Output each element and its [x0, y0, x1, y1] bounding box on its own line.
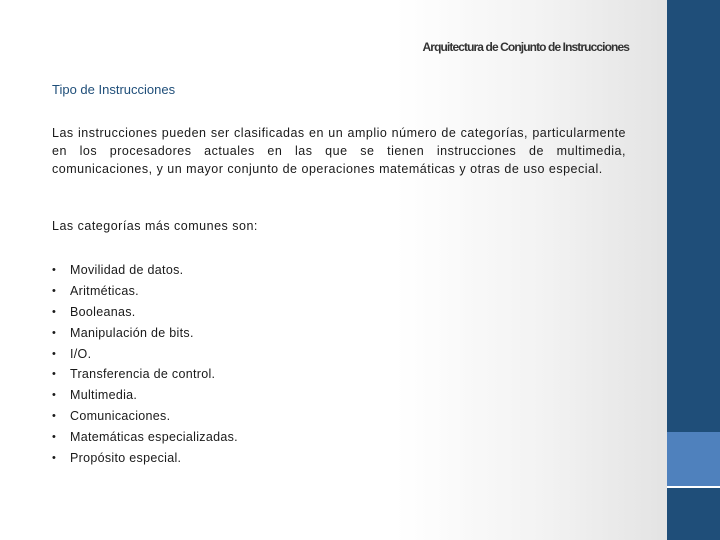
bullet-icon: •: [52, 326, 57, 339]
list-item: [52, 406, 238, 427]
category-label: Manipulación de bits.: [70, 325, 194, 340]
bullet-icon: •: [52, 347, 57, 360]
categories-intro: Las categorías más comunes son:: [52, 219, 258, 233]
category-label: Booleanas.: [70, 304, 136, 319]
bullet-icon: •: [52, 389, 57, 402]
bullet-icon: •: [52, 409, 57, 422]
bullet-icon: •: [52, 285, 57, 298]
bullet-icon: •: [52, 368, 57, 381]
list-item: [52, 281, 238, 302]
category-list: [52, 260, 238, 468]
category-label: I/O.: [70, 346, 92, 361]
section-subtitle: Tipo de Instrucciones: [52, 82, 176, 97]
category-label: Multimedia.: [70, 388, 138, 403]
category-label: Transferencia de control.: [70, 367, 216, 382]
sidebar-accent-block: [667, 432, 720, 486]
list-item: [52, 302, 238, 323]
sidebar-band: [667, 0, 720, 540]
category-label: Aritméticas.: [70, 284, 139, 299]
list-item: [52, 447, 238, 468]
list-item: [52, 426, 238, 447]
body-paragraph: Las instrucciones pueden ser clasificadas en un amplio número de categorías, particularmente en los procesadores actuales en las que se tienen instrucciones de multimedia, comunicaciones, y un mayor conjunto de operaciones matemáticas y otras de uso especial.: [52, 126, 626, 177]
category-label: Matemáticas especializadas.: [70, 429, 238, 444]
list-item: [52, 322, 238, 343]
category-label: Movilidad de datos.: [70, 263, 184, 278]
list-item: [52, 343, 238, 364]
bullet-icon: •: [52, 264, 57, 277]
list-item: [52, 385, 238, 406]
list-item: [52, 364, 238, 385]
header-title: Arquitectura de Conjunto de Instrucciones: [422, 40, 629, 54]
bullet-icon: •: [52, 451, 57, 464]
bullet-icon: •: [52, 305, 57, 318]
category-label: Comunicaciones.: [70, 408, 171, 423]
category-label: Propósito especial.: [70, 450, 182, 465]
bullet-icon: •: [52, 430, 57, 443]
list-item: [52, 260, 238, 281]
sidebar-divider: [667, 486, 720, 488]
